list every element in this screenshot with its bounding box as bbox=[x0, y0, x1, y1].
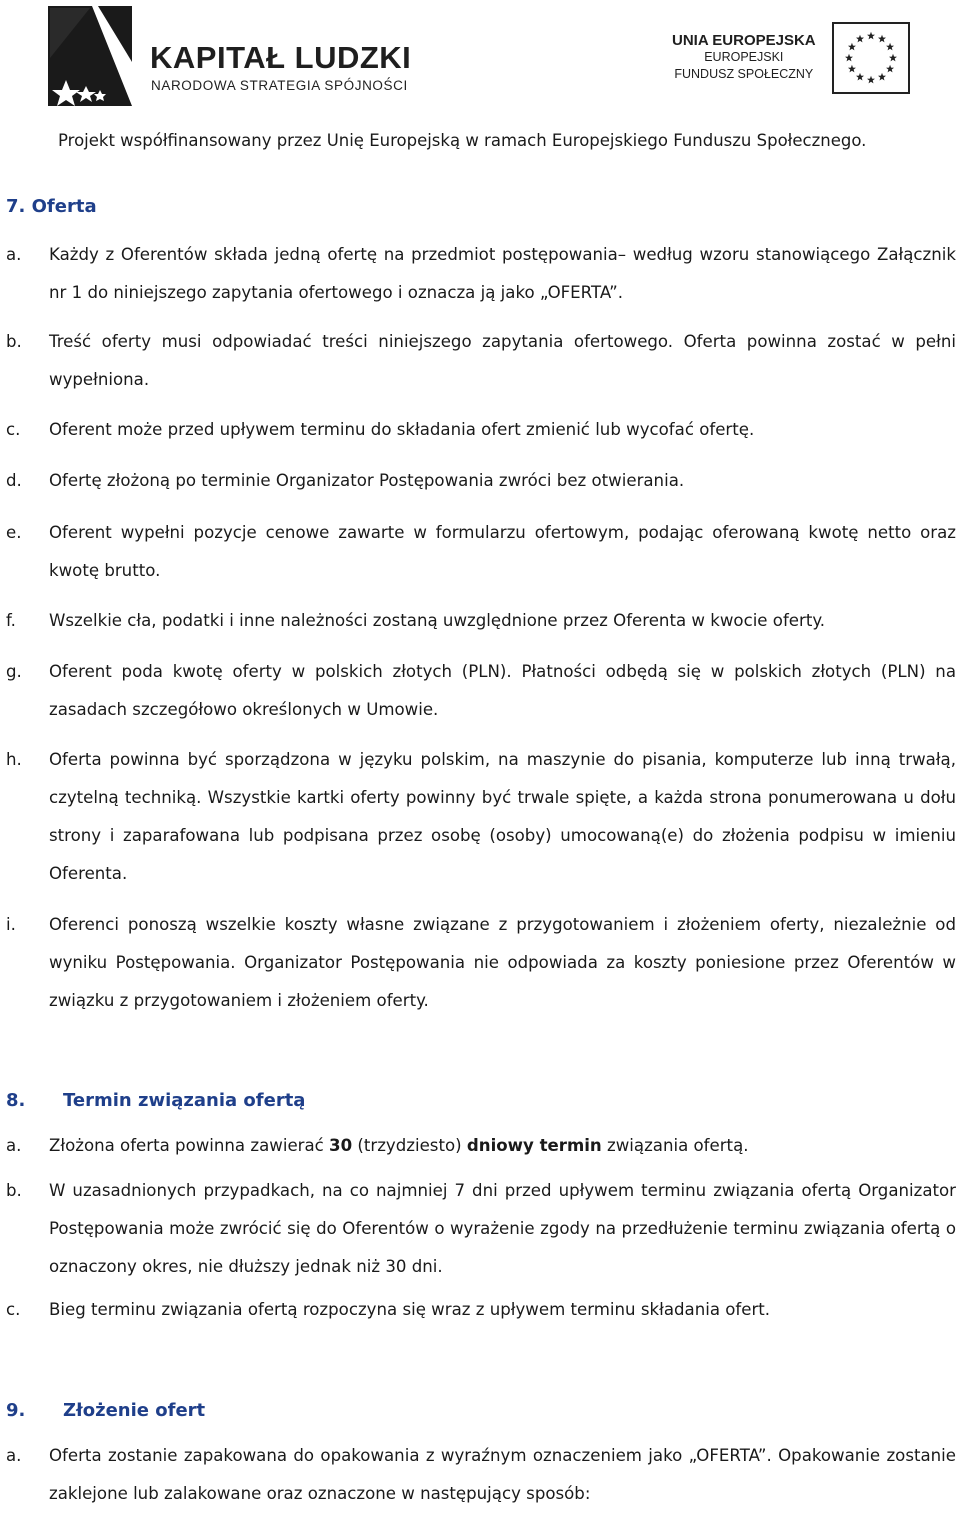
section-8-item-a bbox=[6, 1127, 956, 1165]
item-text: Oferta zostanie zapakowana do opakowania z wyraźnym oznaczeniem jako „OFERTA”. Opakowanie zostanie zaklejone lub zalakowane oraz oznaczone w następujący sposób: bbox=[49, 1446, 956, 1503]
item-label: a. bbox=[6, 1446, 22, 1465]
item-text: Oferent poda kwotę oferty w polskich złotych (PLN). Płatności odbędą się w polskich złotych (PLN) na zasadach szczegółowo określonych w Umowie. bbox=[49, 662, 956, 719]
item-text: W uzasadnionych przypadkach, na co najmniej 7 dni przed upływem terminu związania ofertą Organizator Postępowania może zwrócić się do Oferentów o wyrażenie zgody na przedłużenie terminu związania ofertą o oznaczony okres, nie dłuższy jednak niż 30 dni. bbox=[49, 1181, 956, 1276]
section-7-item-e bbox=[6, 514, 956, 590]
section-8-item-b bbox=[6, 1172, 956, 1286]
section-7-heading: 7. Oferta bbox=[6, 196, 97, 217]
section-9-title: Złożenie ofert bbox=[63, 1400, 206, 1421]
item-text: Oferent może przed upływem terminu do składania ofert zmienić lub wycofać ofertę. bbox=[49, 420, 755, 439]
section-8-title: Termin związania ofertą bbox=[63, 1090, 306, 1111]
text-part: (trzydziesto) bbox=[352, 1136, 467, 1155]
section-8-heading bbox=[6, 1090, 305, 1111]
item-text: Każdy z Oferentów składa jedną ofertę na przedmiot postępowania– według wzoru stanowiącego Załącznik nr 1 do niniejszego zapytania ofertowego i oznacza ją jako „OFERTA”. bbox=[49, 245, 956, 302]
section-7-item-b bbox=[6, 323, 956, 399]
kapital-ludzki-subtitle: NARODOWA STRATEGIA SPÓJNOŚCI bbox=[151, 78, 408, 93]
project-cofinanced-line: Projekt współfinansowany przez Unię Europejską w ramach Europejskiego Funduszu Społecznego. bbox=[58, 131, 867, 150]
section-7-item-f bbox=[6, 602, 956, 640]
section-7-item-i bbox=[6, 906, 956, 1020]
section-7-item-g bbox=[6, 653, 956, 729]
item-label: d. bbox=[6, 471, 22, 490]
item-text: Oferent wypełni pozycje cenowe zawarte w formularzu ofertowym, podając oferowaną kwotę netto oraz kwotę brutto. bbox=[49, 523, 956, 580]
item-text bbox=[49, 1127, 956, 1165]
kapital-ludzki-logo-icon bbox=[40, 2, 140, 110]
section-7-item-h bbox=[6, 741, 956, 893]
item-label: a. bbox=[6, 245, 22, 264]
section-9-number: 9. bbox=[6, 1400, 26, 1421]
section-7-item-d bbox=[6, 462, 956, 500]
section-8-item-c bbox=[6, 1291, 956, 1329]
document-header bbox=[0, 0, 960, 160]
text-part: związania ofertą. bbox=[601, 1136, 749, 1155]
item-label: b. bbox=[6, 332, 22, 351]
item-label: b. bbox=[6, 1181, 22, 1200]
item-text: Oferenci ponoszą wszelkie koszty własne związane z przygotowaniem i złożeniem oferty, niezależnie od wyniku Postępowania. Organizator Postępowania nie odpowiada za koszty poniesione przez Oferentów w związku z przygotowaniem i złożeniem oferty. bbox=[49, 915, 956, 1010]
item-text: Ofertę złożoną po terminie Organizator Postępowania zwróci bez otwierania. bbox=[49, 471, 685, 490]
section-9-item-a bbox=[6, 1437, 956, 1513]
section-8-number: 8. bbox=[6, 1090, 26, 1111]
item-text: Bieg terminu związania ofertą rozpoczyna się wraz z upływem terminu składania ofert. bbox=[49, 1300, 771, 1319]
bold-term: dniowy termin bbox=[466, 1136, 602, 1155]
section-7-item-a bbox=[6, 236, 956, 312]
item-text: Wszelkie cła, podatki i inne należności zostaną uwzględnione przez Oferenta w kwocie oferty. bbox=[49, 611, 826, 630]
item-text: Treść oferty musi odpowiadać treści niniejszego zapytania ofertowego. Oferta powinna zostać w pełni wypełniona. bbox=[49, 332, 956, 389]
section-7-item-c bbox=[6, 411, 956, 449]
item-label: f. bbox=[6, 611, 16, 630]
item-label: i. bbox=[6, 915, 16, 934]
bold-days: 30 bbox=[329, 1136, 353, 1155]
item-label: e. bbox=[6, 523, 22, 542]
eu-line-3: FUNDUSZ SPOŁECZNY bbox=[674, 67, 814, 81]
item-label: c. bbox=[6, 1300, 21, 1319]
eu-label bbox=[672, 32, 816, 83]
section-9-heading bbox=[6, 1400, 205, 1421]
item-label: h. bbox=[6, 750, 22, 769]
item-label: c. bbox=[6, 420, 21, 439]
item-label: a. bbox=[6, 1136, 22, 1155]
eu-flag-icon bbox=[832, 22, 910, 94]
item-label: g. bbox=[6, 662, 22, 681]
eu-line-1: UNIA EUROPEJSKA bbox=[672, 32, 816, 49]
kapital-ludzki-title: KAPITAŁ LUDZKI bbox=[150, 40, 412, 75]
text-part: Złożona oferta powinna zawierać bbox=[49, 1136, 330, 1155]
eu-line-2: EUROPEJSKI bbox=[704, 50, 784, 64]
item-text: Oferta powinna być sporządzona w języku polskim, na maszynie do pisania, komputerze lub inną trwałą, czytelną techniką. Wszystkie kartki oferty powinny być trwale spięte, a każda strona ponumerowana u dołu strony i zaparafowana lub podpisana przez osobę (osoby) umocowaną(e) do złożenia podpisu w imieniu Oferenta. bbox=[49, 750, 956, 883]
